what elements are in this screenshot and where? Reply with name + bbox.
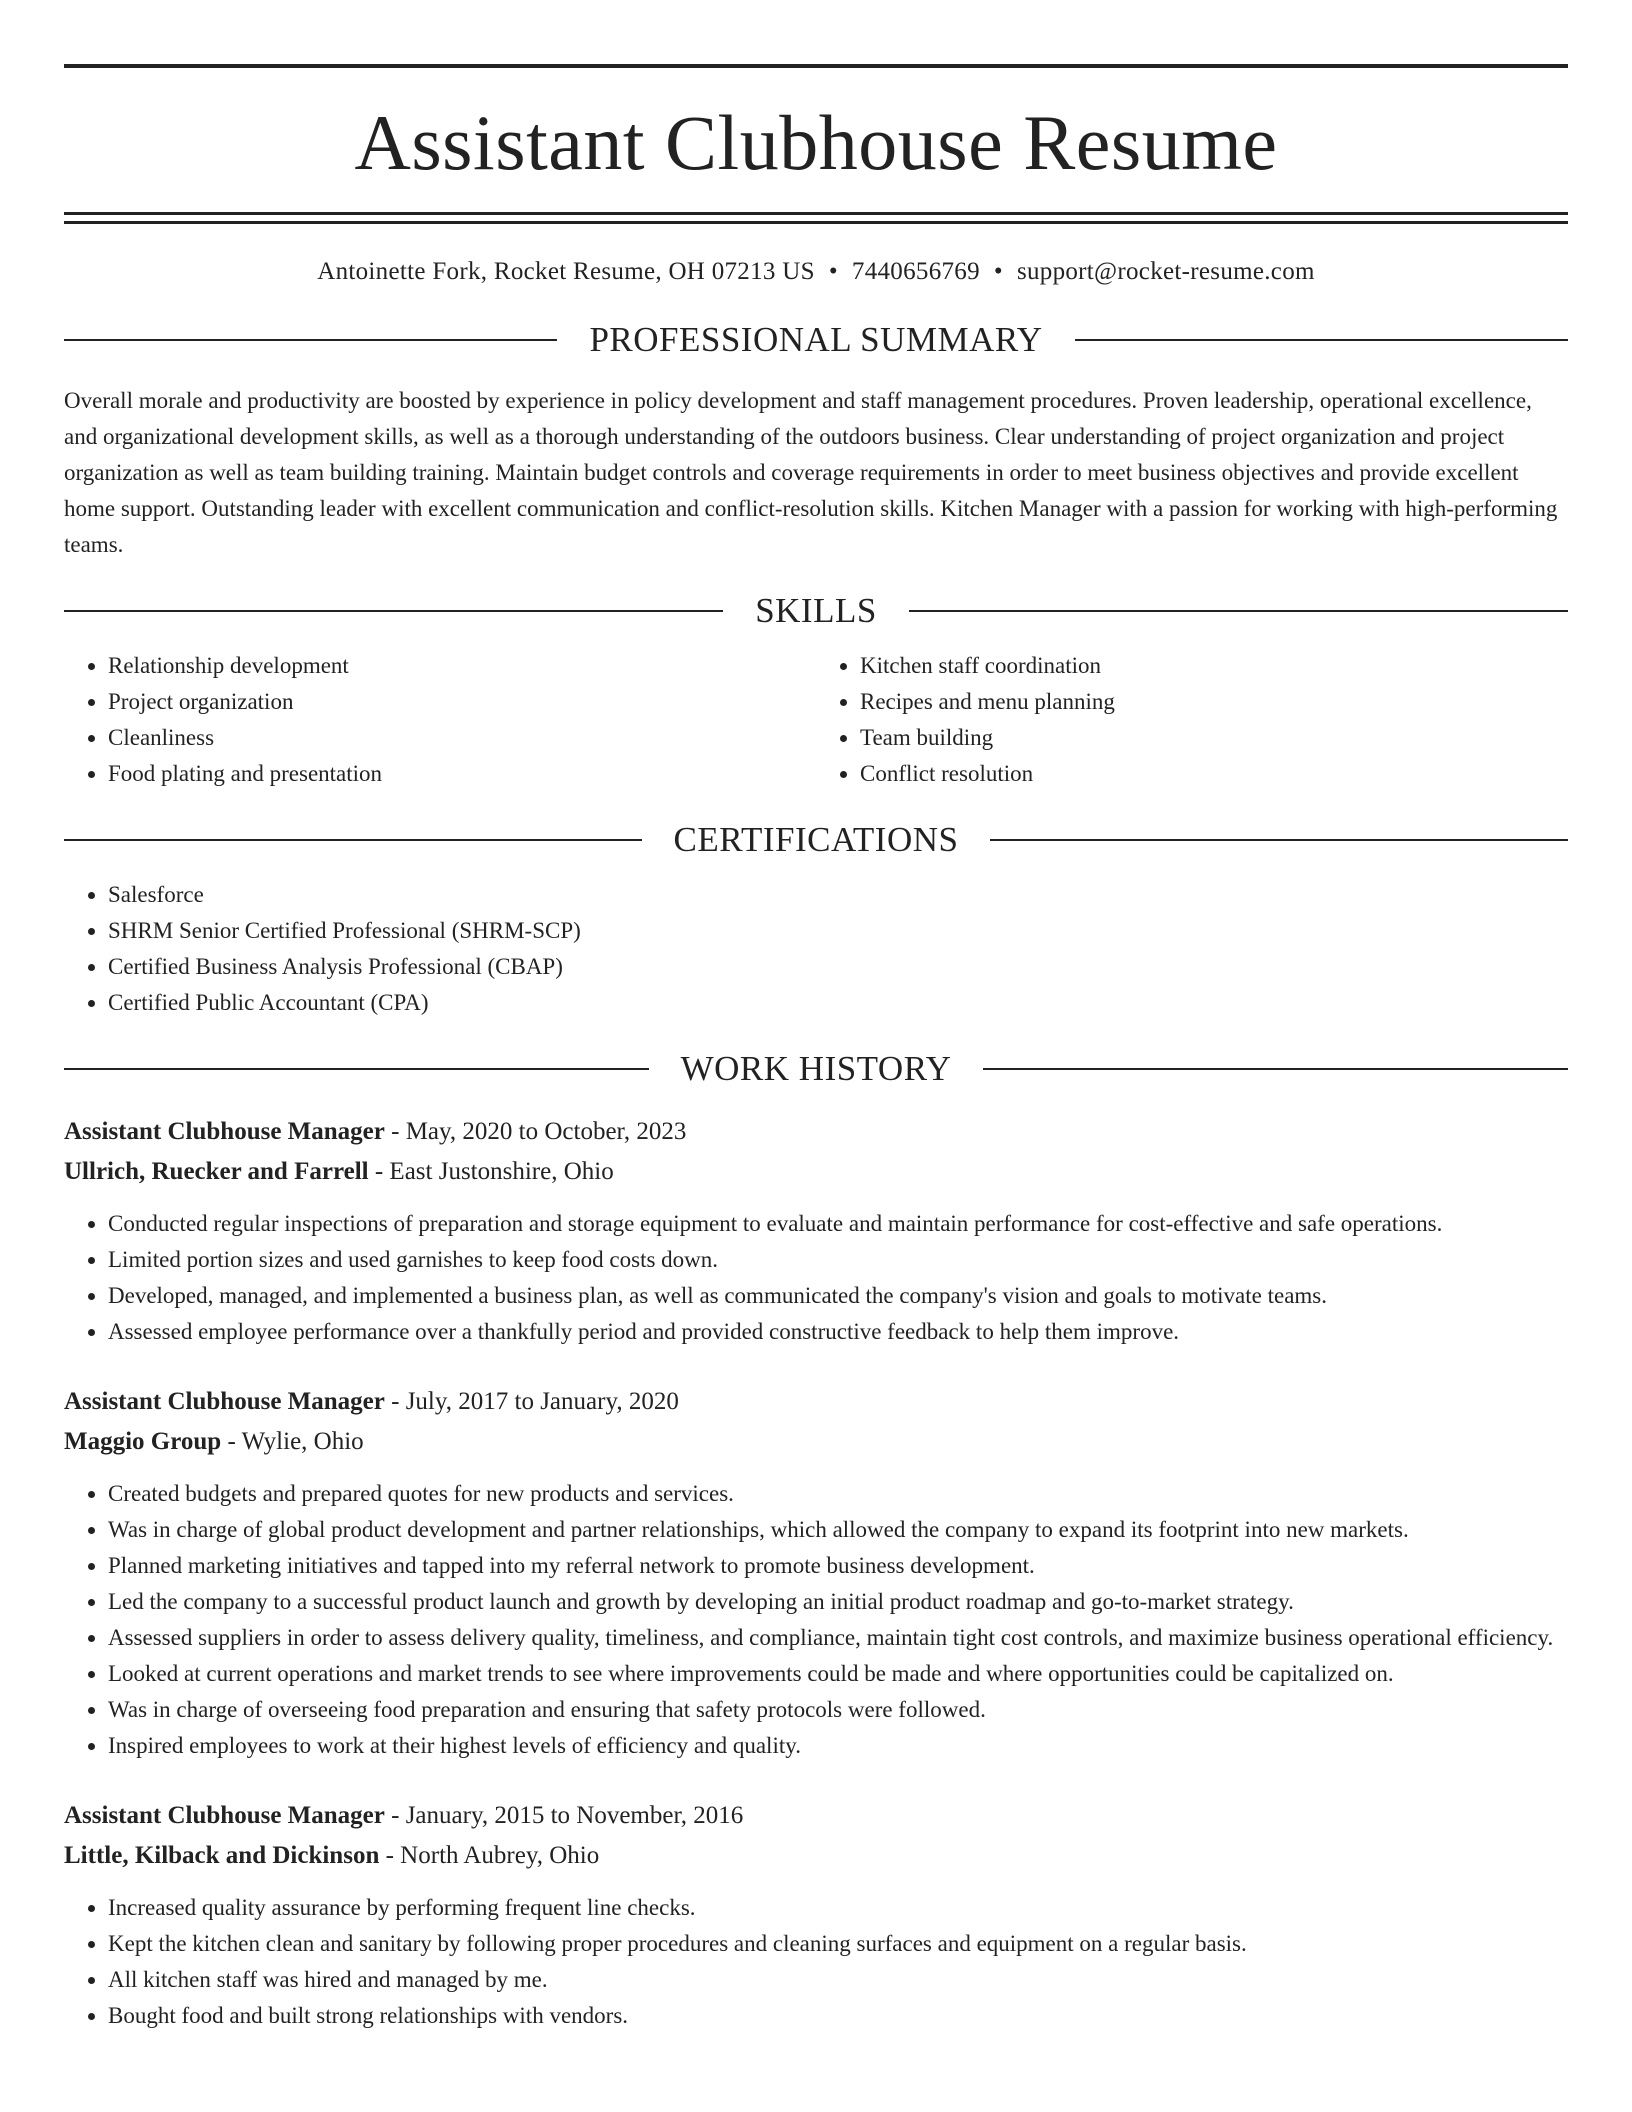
- job-duty-item: • Increased quality assurance by performing frequent line checks.: [108, 1890, 1568, 1926]
- certifications-section-heading: [64, 822, 1568, 857]
- job-duty-item: • Assessed suppliers in order to assess delivery quality, timeliness, and compliance, maintain tight cost controls, and maximize business operational efficiency.: [108, 1620, 1568, 1656]
- skills-list-left: [64, 648, 816, 792]
- job-location: - East Justonshire, Ohio: [368, 1158, 614, 1185]
- contact-email: support@rocket-resume.com: [1016, 258, 1315, 285]
- heading-rule-right: [990, 839, 1568, 841]
- job-duty-item: • Kept the kitchen clean and sanitary by following proper procedures and cleaning surfaces and equipment on a regular basis.: [108, 1926, 1568, 1962]
- skills-heading-label: SKILLS: [755, 591, 877, 630]
- job-title: Assistant Clubhouse Manager: [64, 1388, 385, 1415]
- job-company: Ullrich, Ruecker and Farrell: [64, 1158, 369, 1185]
- contact-phone: 7440656769: [851, 258, 980, 285]
- certification-item: • Certified Business Analysis Professional (CBAP): [108, 949, 1568, 985]
- double-rule: [64, 212, 1568, 224]
- certifications-list: [64, 877, 1568, 1021]
- job-company-line: [64, 1422, 1568, 1462]
- heading-rule-left: [64, 1068, 649, 1070]
- job-title: Assistant Clubhouse Manager: [64, 1802, 385, 1829]
- skill-item: • Cleanliness: [108, 720, 816, 756]
- certification-item: • SHRM Senior Certified Professional (SHRM-SCP): [108, 913, 1568, 949]
- skills-grid: [64, 648, 1568, 792]
- skill-item: • Conflict resolution: [860, 756, 1568, 792]
- job-title-line: [64, 1796, 1568, 1836]
- job-dates: - January, 2015 to November, 2016: [384, 1802, 744, 1829]
- skill-item: • Team building: [860, 720, 1568, 756]
- heading-rule-right: [983, 1068, 1568, 1070]
- work-history-section-heading: [64, 1051, 1568, 1086]
- job-company-line: [64, 1836, 1568, 1876]
- job-duty-item: • Planned marketing initiatives and tapped into my referral network to promote business development.: [108, 1548, 1568, 1584]
- job-duties-list: [64, 1890, 1568, 2034]
- job-entry: [64, 1382, 1568, 1764]
- job-duty-item: • Conducted regular inspections of preparation and storage equipment to evaluate and maintain performance for cost-effective and safe operations.: [108, 1206, 1568, 1242]
- job-duty-item: • Created budgets and prepared quotes for new products and services.: [108, 1476, 1568, 1512]
- job-duty-item: • Developed, managed, and implemented a business plan, as well as communicated the company's vision and goals to motivate teams.: [108, 1278, 1568, 1314]
- contact-line: [64, 258, 1568, 286]
- job-company: Little, Kilback and Dickinson: [64, 1842, 380, 1869]
- job-company-line: [64, 1152, 1568, 1192]
- heading-rule-left: [64, 610, 723, 612]
- job-duty-item: • Looked at current operations and market trends to see where improvements could be made and where opportunities could be capitalized on.: [108, 1656, 1568, 1692]
- job-title-line: [64, 1382, 1568, 1422]
- summary-section-heading: [64, 322, 1568, 357]
- work-history-heading-label: WORK HISTORY: [680, 1049, 952, 1088]
- job-location: - North Aubrey, Ohio: [379, 1842, 600, 1869]
- job-location: - Wylie, Ohio: [221, 1428, 364, 1455]
- skill-item: • Relationship development: [108, 648, 816, 684]
- job-dates: - July, 2017 to January, 2020: [384, 1388, 679, 1415]
- skills-section-heading: [64, 593, 1568, 628]
- job-title-line: [64, 1112, 1568, 1152]
- skill-item: • Project organization: [108, 684, 816, 720]
- job-duty-item: • Assessed employee performance over a thankfully period and provided constructive feedback to help them improve.: [108, 1314, 1568, 1350]
- resume-title: Assistant Clubhouse Resume: [354, 99, 1278, 186]
- skill-item: • Kitchen staff coordination: [860, 648, 1568, 684]
- job-company: Maggio Group: [64, 1428, 222, 1455]
- certifications-heading-label: CERTIFICATIONS: [673, 820, 959, 859]
- skill-item: • Food plating and presentation: [108, 756, 816, 792]
- heading-rule-left: [64, 339, 557, 341]
- summary-text: Overall morale and productivity are boosted by experience in policy development and staff management procedures. Proven leadership, operational excellence, and organizational development skills, as well as a thorough understanding of the outdoors business. Clear understanding of project organization and project organization as well as team building training. Maintain budget controls and coverage requirements in order to meet business objectives and provide excellent home support. Outstanding leader with excellent communication and conflict-resolution skills. Kitchen Manager with a passion for working with high-performing teams.: [64, 388, 1558, 557]
- job-duty-item: • Led the company to a successful product launch and growth by developing an initial product roadmap and go-to-market strategy.: [108, 1584, 1568, 1620]
- top-rule: [64, 64, 1568, 68]
- job-duty-item: • All kitchen staff was hired and managed by me.: [108, 1962, 1568, 1998]
- job-duty-item: • Limited portion sizes and used garnishes to keep food costs down.: [108, 1242, 1568, 1278]
- job-duty-item: • Bought food and built strong relationships with vendors.: [108, 1998, 1568, 2034]
- certification-item: • Certified Public Accountant (CPA): [108, 985, 1568, 1021]
- job-duties-list: [64, 1476, 1568, 1764]
- job-duty-item: • Inspired employees to work at their highest levels of efficiency and quality.: [108, 1728, 1568, 1764]
- contact-address: Antoinette Fork, Rocket Resume, OH 07213 US: [317, 258, 815, 285]
- certification-item: • Salesforce: [108, 877, 1568, 913]
- skill-item: • Recipes and menu planning: [860, 684, 1568, 720]
- contact-separator: •: [993, 258, 1003, 285]
- job-duty-item: • Was in charge of overseeing food preparation and ensuring that safety protocols were followed.: [108, 1692, 1568, 1728]
- job-duties-list: [64, 1206, 1568, 1350]
- skills-list-right: [816, 648, 1568, 792]
- job-title: Assistant Clubhouse Manager: [64, 1118, 385, 1145]
- heading-rule-right: [909, 610, 1568, 612]
- job-dates: - May, 2020 to October, 2023: [384, 1118, 687, 1145]
- heading-rule-right: [1075, 339, 1568, 341]
- job-duty-item: • Was in charge of global product development and partner relationships, which allowed the company to expand its footprint into new markets.: [108, 1512, 1568, 1548]
- heading-rule-left: [64, 839, 642, 841]
- job-entry: [64, 1796, 1568, 2034]
- job-entry: [64, 1112, 1568, 1350]
- summary-heading-label: PROFESSIONAL SUMMARY: [589, 320, 1043, 359]
- contact-separator: •: [828, 258, 838, 285]
